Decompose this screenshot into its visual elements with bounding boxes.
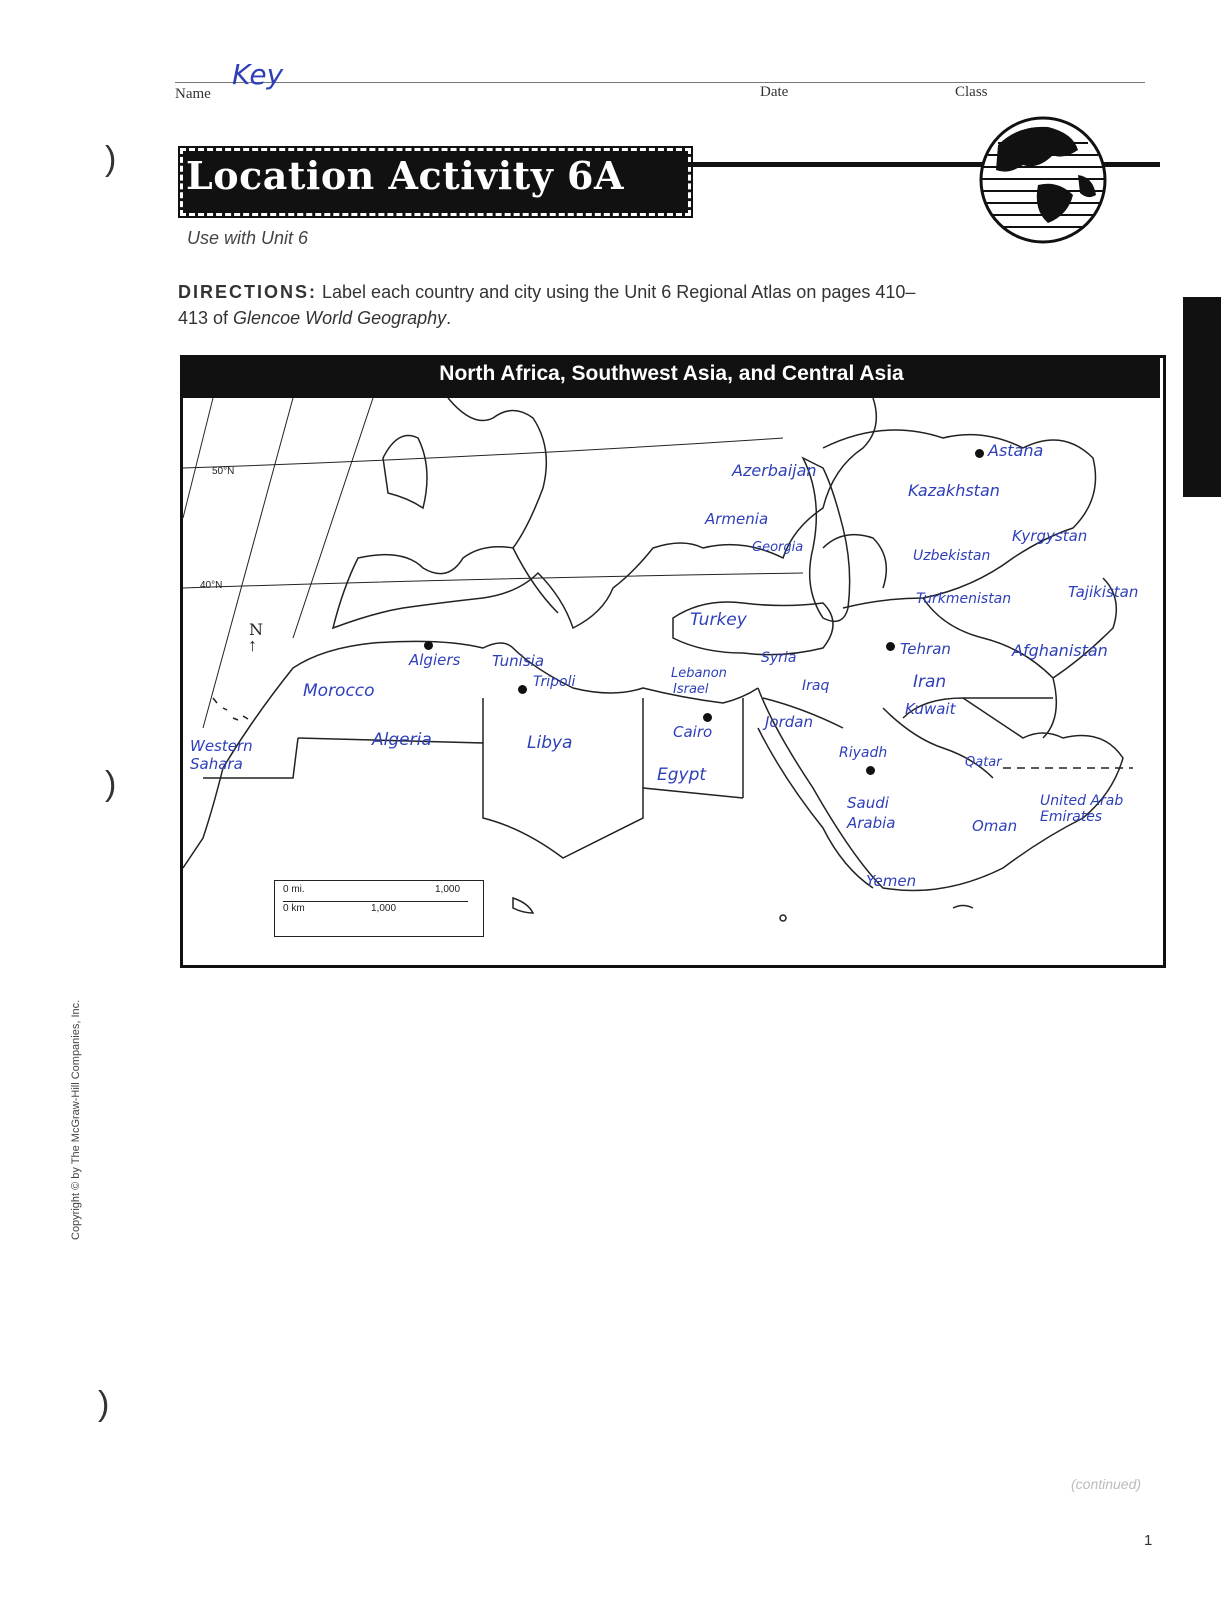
scale-mi-start: 0 mi. [283, 884, 305, 895]
label-tunisia[interactable]: Tunisia [492, 652, 545, 670]
binder-hole-3: ) [98, 1385, 110, 1423]
label-saudi-arabia[interactable]: Saudi Arabia [847, 794, 896, 832]
city-dot-tripoli [518, 685, 527, 694]
label-uae[interactable]: United Arab Emirates [1040, 793, 1124, 825]
label-georgia[interactable]: Georgia [752, 540, 804, 555]
label-kyrgyzstan[interactable]: Kyrgystan [1012, 527, 1088, 545]
directions [178, 279, 938, 331]
city-dot-cairo [703, 713, 712, 722]
map-title: North Africa, Southwest Asia, and Central Asia [439, 362, 904, 385]
label-libya[interactable]: Libya [527, 733, 573, 753]
page-number: 1 [1144, 1532, 1153, 1549]
scale-km-end: 1,000 [371, 903, 397, 914]
continued-note: (continued) [1071, 1476, 1142, 1492]
side-tab [1183, 297, 1221, 497]
scale-line [283, 901, 468, 902]
label-riyadh[interactable]: Riyadh [839, 745, 888, 761]
label-turkey[interactable]: Turkey [690, 610, 747, 630]
compass-north-label: N [249, 620, 263, 639]
label-algiers[interactable]: Algiers [409, 651, 461, 669]
label-oman[interactable]: Oman [972, 817, 1018, 835]
label-azerbaijan[interactable]: Azerbaijan [732, 461, 817, 480]
label-iraq[interactable]: Iraq [802, 678, 830, 694]
label-armenia[interactable]: Armenia [705, 510, 769, 528]
label-qatar[interactable]: Qatar [965, 755, 1002, 770]
city-dot-astana [975, 449, 984, 458]
directions-end: . [446, 308, 452, 328]
date-line [730, 82, 945, 83]
directions-text: Label each country and city using the Unit 6 Regional Atlas on pages 410–413 of [178, 282, 916, 328]
subtitle: Use with Unit 6 [187, 228, 309, 248]
globe-icon [978, 115, 1108, 245]
city-dot-tehran [886, 642, 895, 651]
binder-hole-1: ) [105, 140, 117, 178]
label-morocco[interactable]: Morocco [303, 681, 375, 701]
date-label: Date [760, 84, 789, 100]
label-astana[interactable]: Astana [988, 441, 1044, 460]
binder-hole-2: ) [105, 765, 117, 803]
label-lebanon[interactable]: Lebanon [671, 666, 727, 681]
copyright: Copyright © by The McGraw-Hill Companies, Inc. [70, 999, 82, 1240]
label-yemen[interactable]: Yemen [866, 872, 917, 890]
directions-label: DIRECTIONS: [178, 282, 317, 302]
city-dot-riyadh [866, 766, 875, 775]
label-kuwait[interactable]: Kuwait [905, 700, 956, 718]
label-kazakhstan[interactable]: Kazakhstan [908, 481, 1000, 500]
class-label: Class [955, 84, 988, 100]
name-label: Name [175, 86, 211, 102]
label-algeria[interactable]: Algeria [372, 730, 432, 750]
page-title: Location Activity 6A [186, 153, 624, 198]
lat-40: 40°N [200, 580, 223, 591]
name-value[interactable]: Key [232, 58, 284, 91]
label-cairo[interactable]: Cairo [673, 723, 713, 741]
label-uzbekistan[interactable]: Uzbekistan [913, 548, 991, 564]
label-western-sahara[interactable]: Western Sahara [190, 737, 253, 773]
lat-50: 50°N [212, 466, 235, 477]
label-egypt[interactable]: Egypt [657, 765, 707, 785]
label-afghanistan[interactable]: Afghanistan [1012, 641, 1108, 660]
label-syria[interactable]: Syria [761, 650, 797, 666]
label-jordan[interactable]: Jordan [765, 713, 813, 731]
label-tehran[interactable]: Tehran [900, 640, 951, 658]
label-tripoli[interactable]: Tripoli [533, 674, 576, 690]
label-turkmenistan[interactable]: Turkmenistan [916, 591, 1012, 607]
class-line [945, 82, 1145, 83]
scale-mi-end: 1,000 [435, 884, 461, 895]
label-tajikistan[interactable]: Tajikistan [1068, 583, 1139, 601]
scale-km-start: 0 km [283, 903, 305, 914]
book-title: Glencoe World Geography [233, 308, 447, 328]
north-arrow-icon: ↑ [248, 635, 257, 655]
label-iran[interactable]: Iran [913, 672, 947, 692]
label-israel[interactable]: Israel [673, 682, 709, 697]
city-dot-algiers [424, 641, 433, 650]
map-outline [183, 398, 1157, 959]
scale-bar [274, 880, 484, 937]
